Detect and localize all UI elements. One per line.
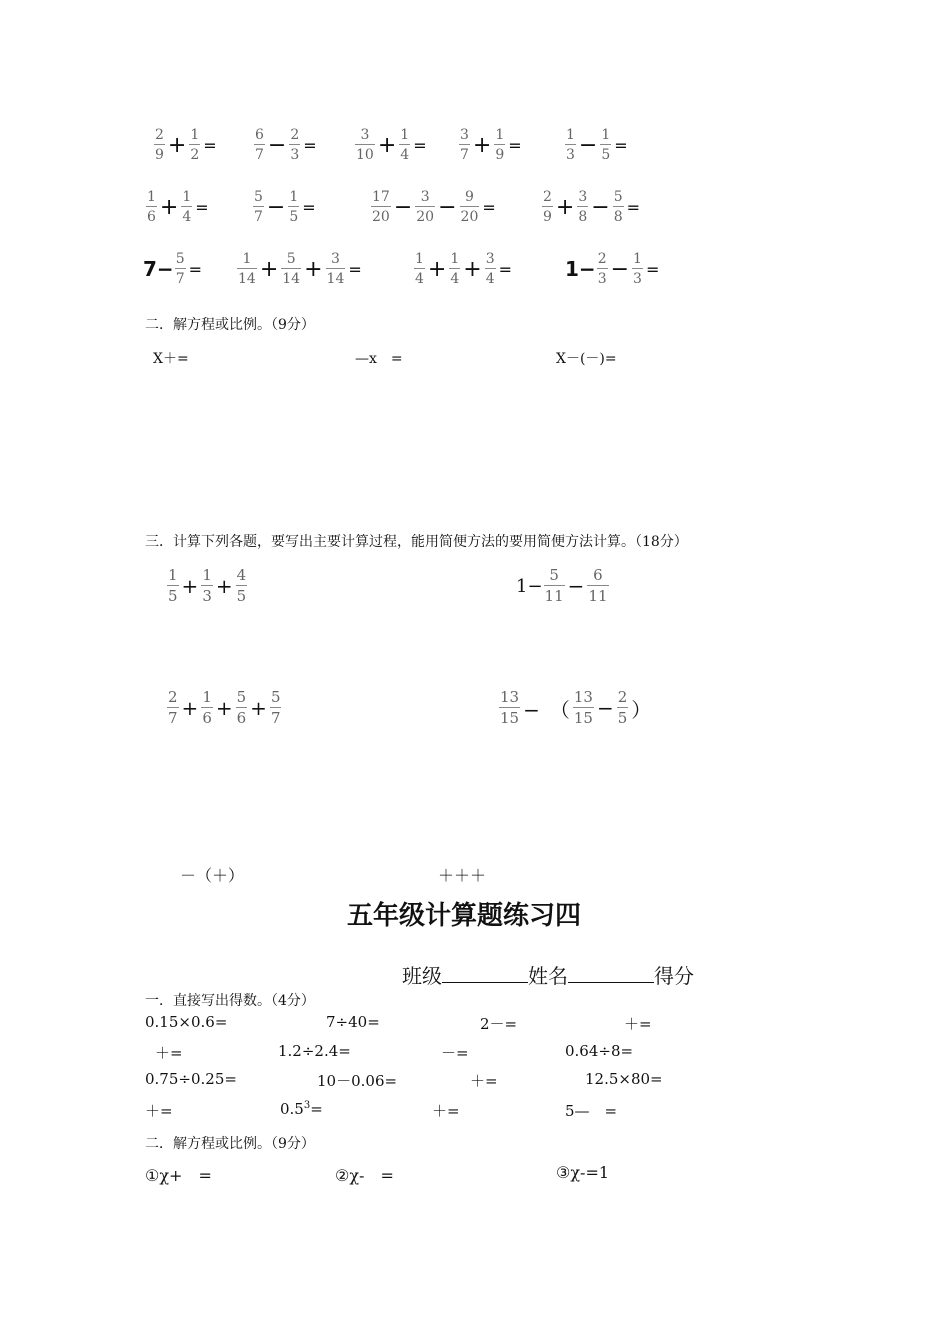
- denominator: 20: [371, 206, 391, 224]
- fraction: [600, 128, 611, 162]
- fraction: [270, 690, 282, 726]
- fraction: [399, 128, 410, 162]
- fraction: [236, 568, 248, 604]
- operator: ）: [631, 697, 652, 722]
- power-base: 0.5: [280, 1100, 304, 1118]
- expr: [143, 252, 202, 286]
- leftover-expr-2: ＋＋＋: [438, 866, 487, 885]
- operator: +: [159, 194, 179, 220]
- operator: −: [266, 194, 286, 220]
- denominator: 7: [253, 206, 264, 224]
- numerator: 1: [633, 251, 642, 267]
- numerator: 1: [182, 189, 192, 205]
- part2-equation-2: ②χ- =: [335, 1166, 394, 1185]
- denominator: 5: [617, 709, 628, 727]
- fraction: [499, 690, 520, 726]
- score-label: 得分: [654, 964, 694, 988]
- numerator: 2: [155, 127, 164, 143]
- denominator: 4: [181, 206, 192, 224]
- fraction: [597, 252, 608, 286]
- mental-item: ＋=: [470, 1072, 498, 1090]
- numerator: 5: [175, 251, 185, 267]
- fraction: [189, 128, 200, 162]
- denominator: 3: [289, 144, 300, 162]
- denominator: 14: [237, 268, 257, 286]
- expr: [153, 128, 217, 162]
- fraction: [254, 128, 265, 162]
- denominator: 3: [202, 587, 212, 605]
- numerator: 2: [543, 189, 552, 205]
- numerator: 1: [147, 189, 156, 205]
- equals-sign: =: [508, 135, 522, 155]
- operator: +: [304, 256, 323, 282]
- lead-term: 1−: [516, 575, 543, 597]
- fraction: [281, 252, 301, 286]
- numerator: 5: [270, 688, 281, 706]
- numerator: 3: [485, 251, 495, 267]
- mental-item: 2－=: [480, 1015, 518, 1033]
- fraction: [544, 568, 565, 604]
- page-title: 五年级计算题练习四: [347, 901, 582, 931]
- denominator: 3: [632, 268, 643, 286]
- numerator: 1: [289, 189, 299, 205]
- denominator: 5: [288, 206, 299, 224]
- mental-item: 7÷40=: [326, 1013, 380, 1031]
- operator: −: [567, 574, 585, 598]
- operator: −: [578, 132, 598, 158]
- numerator: 1: [415, 251, 424, 267]
- denominator: 9: [542, 206, 553, 224]
- numerator: 1: [601, 127, 611, 143]
- operator: −: [591, 194, 610, 220]
- fraction: [167, 690, 179, 726]
- section3-heading: 三．计算下列各题，要写出主要计算过程，能用简便方法的要用简便方法计算。（18分）: [145, 534, 688, 550]
- operator: +: [377, 132, 397, 158]
- lead-term: 7−: [143, 257, 174, 281]
- numerator: 6: [593, 566, 603, 584]
- power-equals: =: [310, 1100, 323, 1118]
- numerator: 1: [495, 127, 505, 143]
- mental-item: ＋=: [432, 1102, 460, 1120]
- fraction: [289, 128, 300, 162]
- s3-expr-2: [516, 568, 610, 604]
- part2-equation-1: ①χ+ =: [145, 1166, 212, 1185]
- equals-sign: =: [498, 259, 513, 279]
- numerator: 2: [617, 688, 628, 706]
- numerator: 1: [190, 127, 200, 143]
- numerator: 13: [500, 688, 520, 706]
- class-blank[interactable]: [442, 964, 528, 983]
- fraction: [577, 190, 588, 224]
- expr: [458, 128, 522, 162]
- fraction: [326, 252, 346, 286]
- operator: −: [596, 696, 614, 720]
- denominator: 7: [459, 144, 470, 162]
- numerator: 1: [450, 251, 460, 267]
- equals-sign: =: [195, 197, 209, 217]
- operator: +: [167, 132, 187, 158]
- numerator: 1: [242, 251, 252, 267]
- denominator: 11: [544, 587, 564, 605]
- lead-term: 1−: [565, 257, 596, 281]
- mental-item: 0.15×0.6=: [145, 1013, 228, 1031]
- equals-sign: =: [302, 197, 316, 217]
- denominator: 20: [415, 206, 435, 224]
- fraction: [494, 128, 505, 162]
- denominator: 4: [449, 268, 460, 286]
- denominator: 7: [168, 709, 178, 727]
- expr: [145, 190, 209, 224]
- numerator: 1: [566, 127, 575, 143]
- fraction: [573, 690, 594, 726]
- denominator: 8: [613, 206, 624, 224]
- numerator: 2: [290, 127, 300, 143]
- denominator: 3: [565, 144, 576, 162]
- equals-sign: =: [348, 259, 362, 279]
- expr: [413, 252, 512, 286]
- operator: +: [427, 256, 447, 282]
- fraction: [617, 690, 629, 726]
- numerator: 2: [168, 688, 178, 706]
- denominator: 7: [254, 144, 265, 162]
- fraction: [587, 568, 608, 604]
- denominator: 14: [281, 268, 301, 286]
- fraction-row-3: [0, 252, 950, 296]
- s3-expr-4: [498, 690, 653, 726]
- denominator: 15: [573, 709, 593, 727]
- fraction: [253, 190, 264, 224]
- expr: [541, 190, 640, 224]
- fraction: [485, 252, 496, 286]
- numerator: 6: [255, 127, 264, 143]
- fraction: [415, 190, 435, 224]
- denominator: 5: [168, 587, 178, 605]
- equals-sign: =: [203, 135, 217, 155]
- equation-2: —x =: [355, 351, 403, 367]
- fraction: [632, 252, 643, 286]
- mental-item: ＋=: [145, 1102, 173, 1120]
- equation-1: X＋=: [153, 351, 189, 367]
- leftover-expr-1: －（＋）: [180, 866, 245, 885]
- operator: +: [555, 194, 575, 220]
- denominator: 9: [154, 144, 165, 162]
- numerator: 3: [420, 189, 430, 205]
- fraction: [613, 190, 624, 224]
- name-label: 姓名: [528, 964, 568, 988]
- mental-item: 0.64÷8=: [565, 1042, 634, 1060]
- operator: −: [267, 132, 287, 158]
- numerator: 2: [597, 251, 607, 267]
- equals-sign: =: [614, 135, 628, 155]
- denominator: 4: [485, 268, 496, 286]
- operator: +: [215, 696, 233, 720]
- denominator: 11: [588, 587, 608, 605]
- numerator: 1: [400, 127, 410, 143]
- expr: [253, 128, 317, 162]
- denominator: 7: [270, 709, 281, 727]
- numerator: 5: [254, 189, 263, 205]
- operator: −: [438, 194, 457, 220]
- equals-sign: =: [413, 135, 427, 155]
- fraction: [201, 690, 213, 726]
- operator: +: [215, 574, 233, 598]
- mental-item: ＋=: [155, 1044, 183, 1062]
- denominator: 4: [399, 144, 410, 162]
- mental-item: 10－0.06=: [317, 1072, 398, 1090]
- denominator: 8: [577, 206, 588, 224]
- part2-heading: 二．解方程或比例。（9分）: [145, 1136, 315, 1152]
- part1-heading: 一．直接写出得数。（4分）: [145, 993, 315, 1009]
- class-label: 班级: [402, 964, 442, 988]
- s3-expr-1: [166, 568, 248, 604]
- denominator: 3: [597, 268, 608, 286]
- numerator: 5: [286, 251, 296, 267]
- operator: +: [181, 574, 199, 598]
- denominator: 5: [236, 587, 247, 605]
- fraction: [565, 128, 576, 162]
- fraction: [371, 190, 391, 224]
- equals-sign: =: [645, 259, 660, 279]
- numerator: 4: [236, 566, 247, 584]
- equals-sign: =: [188, 259, 203, 279]
- operator: +: [250, 696, 267, 720]
- numerator: 3: [360, 127, 370, 143]
- numerator: 1: [168, 566, 178, 584]
- equation-3: X－(－)=: [556, 351, 617, 367]
- fraction: [175, 252, 186, 286]
- expr: [564, 128, 628, 162]
- denominator: 4: [414, 268, 425, 286]
- mental-item: ＋=: [624, 1015, 652, 1033]
- equals-sign: =: [626, 197, 641, 217]
- operator: +: [463, 256, 482, 282]
- denominator: 7: [175, 268, 186, 286]
- numerator: 1: [202, 688, 212, 706]
- operator: +: [472, 132, 492, 158]
- denominator: 14: [326, 268, 346, 286]
- fraction: [154, 128, 165, 162]
- mental-item: 5— =: [565, 1102, 618, 1120]
- mental-item: －=: [441, 1044, 469, 1062]
- denominator: 5: [600, 144, 611, 162]
- fraction: [459, 128, 470, 162]
- operator: −: [393, 194, 413, 220]
- denominator: 20: [460, 206, 480, 224]
- numerator: 5: [613, 189, 623, 205]
- numerator: 5: [236, 688, 247, 706]
- fraction: [449, 252, 460, 286]
- name-blank[interactable]: [568, 964, 654, 983]
- mental-item: 12.5×80=: [585, 1070, 663, 1088]
- denominator: 2: [189, 144, 200, 162]
- denominator: 15: [500, 709, 520, 727]
- fraction: [414, 252, 425, 286]
- class-line: [402, 960, 694, 989]
- fraction: [146, 190, 157, 224]
- operator: −: [610, 256, 630, 282]
- denominator: 9: [494, 144, 505, 162]
- numerator: 3: [330, 251, 340, 267]
- expr: [565, 252, 659, 286]
- numerator: 17: [372, 189, 390, 205]
- expr: [354, 128, 427, 162]
- s3-expr-3: [166, 690, 282, 726]
- numerator: 3: [578, 189, 588, 205]
- numerator: 13: [573, 688, 593, 706]
- denominator: 6: [202, 709, 212, 727]
- numerator: 5: [549, 566, 559, 584]
- expr: [236, 252, 362, 286]
- operator: +: [181, 696, 199, 720]
- fraction: [542, 190, 553, 224]
- fraction: [167, 568, 179, 604]
- fraction-row-1: [0, 128, 950, 172]
- section2-heading: 二．解方程或比例。（9分）: [145, 317, 315, 333]
- numerator: 9: [464, 189, 474, 205]
- fraction: [237, 252, 257, 286]
- denominator: 6: [146, 206, 157, 224]
- mental-item: 0.75÷0.25=: [145, 1070, 237, 1088]
- mental-item: 1.2÷2.4=: [278, 1042, 351, 1060]
- fraction: [355, 128, 375, 162]
- fraction: [181, 190, 192, 224]
- fraction: [236, 690, 248, 726]
- fraction: [201, 568, 213, 604]
- numerator: 1: [202, 566, 212, 584]
- equals-sign: =: [303, 135, 317, 155]
- fraction: [288, 190, 299, 224]
- equals-sign: =: [482, 197, 496, 217]
- expr: [370, 190, 496, 224]
- operator: − （: [523, 697, 570, 722]
- denominator: 10: [355, 144, 375, 162]
- mental-item-power: [280, 1100, 323, 1118]
- power-exponent: 3: [303, 1100, 311, 1111]
- denominator: 6: [236, 709, 247, 727]
- part2-equation-3: ③χ-=1: [556, 1163, 610, 1182]
- numerator: 3: [460, 127, 469, 143]
- fraction-row-2: [0, 190, 950, 234]
- fraction: [460, 190, 480, 224]
- expr: [252, 190, 316, 224]
- operator: +: [259, 256, 279, 282]
